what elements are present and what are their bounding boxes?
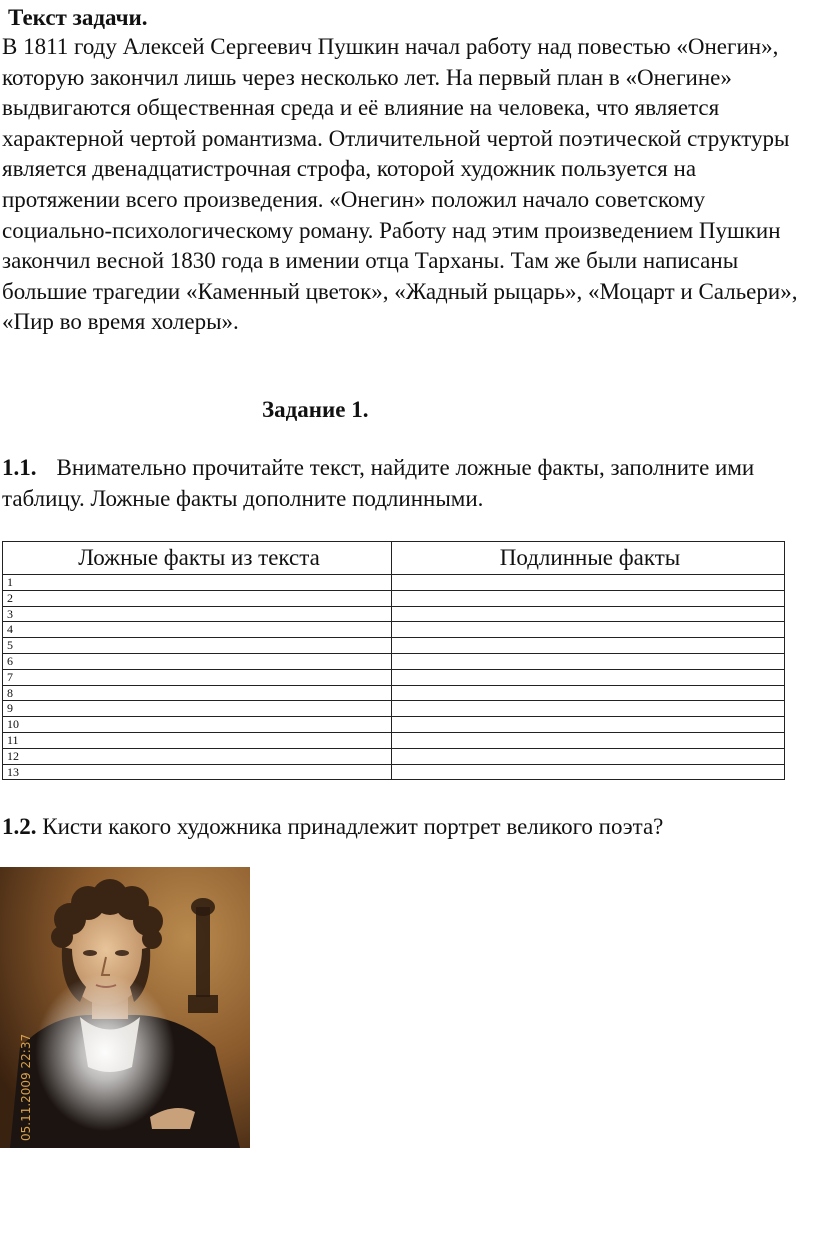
facts-table-row [3,638,785,654]
true-facts-header: Подлинные факты [392,542,785,575]
true-fact-cell[interactable] [392,748,785,764]
question-1-2-number: 1.2. [2,814,37,839]
question-1-1-text: Внимательно прочитайте текст, найдите ложные факты, заполните ими таблицу. Ложные факты дополните подлинными. [2,455,755,511]
true-fact-cell[interactable] [392,764,785,780]
true-fact-cell[interactable] [392,685,785,701]
question-1-1 [2,452,814,514]
false-fact-cell[interactable]: 4 [3,622,392,638]
poet-portrait-photo [0,867,250,1148]
facts-table-row [3,590,785,606]
false-fact-cell[interactable]: 7 [3,669,392,685]
question-1-1-number: 1.1. [2,455,37,480]
facts-table-header-row [3,542,785,575]
true-fact-cell[interactable] [392,732,785,748]
question-1-2-text: Кисти какого художника принадлежит портрет великого поэта? [36,814,664,839]
facts-table-row [3,748,785,764]
photo-timestamp: 05.11.2009 22:37 [19,1033,33,1141]
task-title: Задание 1. [262,397,369,422]
facts-table-row [3,653,785,669]
facts-table-row [3,764,785,780]
facts-table-row [3,575,785,591]
facts-table [2,541,785,780]
true-fact-cell[interactable] [392,701,785,717]
facts-table-body [3,575,785,780]
facts-table-row [3,685,785,701]
facts-table-row [3,669,785,685]
false-fact-cell[interactable]: 5 [3,638,392,654]
false-fact-cell[interactable]: 6 [3,653,392,669]
true-fact-cell[interactable] [392,590,785,606]
question-1-2 [2,812,814,842]
true-fact-cell[interactable] [392,669,785,685]
false-fact-cell[interactable]: 3 [3,606,392,622]
true-fact-cell[interactable] [392,638,785,654]
facts-table-row [3,622,785,638]
false-fact-cell[interactable]: 8 [3,685,392,701]
facts-table-row [3,732,785,748]
true-fact-cell[interactable] [392,575,785,591]
true-fact-cell[interactable] [392,606,785,622]
false-fact-cell[interactable]: 9 [3,701,392,717]
true-fact-cell[interactable] [392,717,785,733]
true-fact-cell[interactable] [392,622,785,638]
document-heading: Текст задачи. [8,5,148,30]
task-text-paragraph: В 1811 году Алексей Сергеевич Пушкин начал работу над повестью «Онегин», которую закончил лишь через несколько лет. На первый план в «Онегине» выдвигаются общественная среда и её влияние на человека, что является характерной чертой романтизма. Отличительной чертой поэтической структуры является двенадцатистрочная строфа, которой художник пользуется на протяжении всего произведения. «Онегин» положил начало советскому социально-психологическому роману. Работу над этим произведением Пушкин закончил весной 1830 года в имении отца Тарханы. Там же были написаны большие трагедии «Каменный цветок», «Жадный рыцарь», «Моцарт и Сальери», «Пир во время холеры». [2,34,798,335]
false-fact-cell[interactable]: 12 [3,748,392,764]
false-facts-header: Ложные факты из текста [3,542,392,575]
false-fact-cell[interactable]: 13 [3,764,392,780]
true-fact-cell[interactable] [392,653,785,669]
false-fact-cell[interactable]: 1 [3,575,392,591]
facts-table-row [3,717,785,733]
false-fact-cell[interactable]: 2 [3,590,392,606]
false-fact-cell[interactable]: 10 [3,717,392,733]
facts-table-row [3,606,785,622]
false-fact-cell[interactable]: 11 [3,732,392,748]
facts-table-row [3,701,785,717]
